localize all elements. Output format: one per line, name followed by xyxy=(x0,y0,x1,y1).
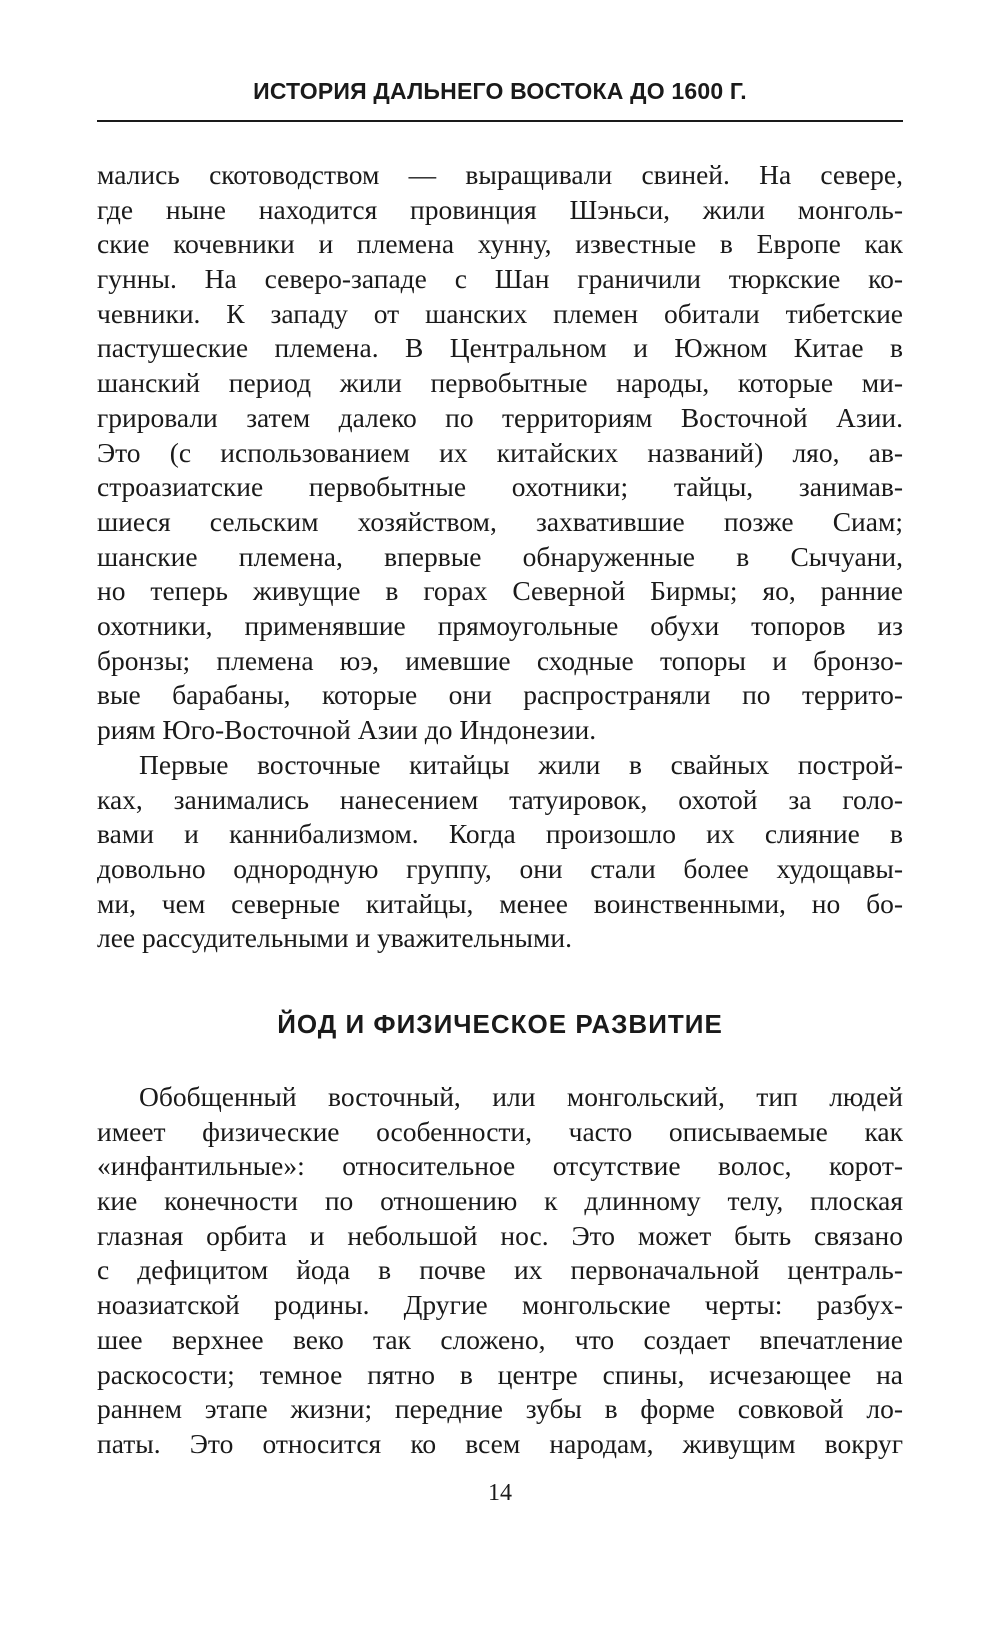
text-line: охотники, применявшие прямоугольные обухи топоров из xyxy=(97,609,903,641)
paragraph-1 xyxy=(97,158,903,748)
text-line: ках, занимались нанесением татуировок, охотой за голо- xyxy=(97,783,903,815)
text-line: кие конечности по отношению к длинному телу, плоская xyxy=(97,1185,903,1217)
text-line: довольно однородную группу, они стали более худощавы- xyxy=(97,853,903,885)
text-line: риям Юго-Восточной Азии до Индонезии. xyxy=(97,714,597,745)
text-line: ские кочевники и племена хунну, известные в Европе как xyxy=(97,228,903,260)
header-rule xyxy=(97,120,903,122)
paragraph-2 xyxy=(97,748,903,956)
text-line: шанский период жили первобытные народы, которые ми- xyxy=(97,367,903,399)
text-line: шиеся сельским хозяйством, захватившие позже Сиам; xyxy=(97,505,903,537)
text-line: вами и каннибализмом. Когда произошло их слияние в xyxy=(97,818,903,850)
text-line: шее верхнее веко так сложено, что создает впечатление xyxy=(97,1323,903,1355)
text-line: ми, чем северные китайцы, менее воинственными, но бо- xyxy=(97,887,903,919)
text-line: мались скотоводством — выращивали свиней. На севере, xyxy=(97,159,903,190)
text-line: ноазиатской родины. Другие монгольские черты: разбух- xyxy=(97,1289,903,1321)
text-line: бронзы; племена юэ, имевшие сходные топоры и бронзо- xyxy=(97,644,903,676)
text-line: паты. Это относится ко всем народам, живущим вокруг xyxy=(97,1427,903,1459)
running-header-title: ИСТОРИЯ ДАЛЬНЕГО ВОСТОКА ДО 1600 Г. xyxy=(253,78,747,104)
text-line: раскосости; темное пятно в центре спины, исчезающее на xyxy=(97,1358,903,1390)
text-line: Обобщенный восточный, или монгольский, тип людей xyxy=(139,1081,903,1112)
text-line: шанские племена, впервые обнаруженные в Сычуани, xyxy=(97,540,903,572)
section-heading: ЙОД И ФИЗИЧЕСКОЕ РАЗВИТИЕ xyxy=(277,1009,723,1039)
text-line: глазная орбита и небольшой нос. Это может быть связано xyxy=(97,1219,903,1251)
text-line: имеет физические особенности, часто описываемые как xyxy=(97,1115,903,1147)
text-line: вые барабаны, которые они распространяли по террито- xyxy=(97,679,903,711)
text-line: лее рассудительными и уважительными. xyxy=(97,922,572,954)
text-line: раннем этапе жизни; передние зубы в форме совковой ло- xyxy=(97,1393,903,1425)
text-line: чевники. К западу от шанских племен обитали тибетские xyxy=(97,297,903,329)
text-line: пастушеские племена. В Центральном и Южном Китае в xyxy=(97,332,903,364)
text-line: Это (с использованием их китайских названий) ляо, ав- xyxy=(97,436,903,468)
paragraph-3 xyxy=(97,1080,903,1462)
text-line: где ныне находится провинция Шэньси, жили монголь- xyxy=(97,193,903,225)
text-line: грировали затем далеко по территориям Восточной Азии. xyxy=(97,401,903,433)
text-line: гунны. На северо-западе с Шан граничили тюркские ко- xyxy=(97,263,903,295)
text-line: «инфантильные»: относительное отсутствие волос, корот- xyxy=(97,1150,903,1182)
page-number: 14 xyxy=(488,1480,512,1506)
text-line: строазиатские первобытные охотники; тайцы, занимав- xyxy=(97,471,903,503)
text-line: с дефицитом йода в почве их первоначальной централь- xyxy=(97,1254,903,1286)
text-line: Первые восточные китайцы жили в свайных построй- xyxy=(139,749,903,780)
text-line: но теперь живущие в горах Северной Бирмы; яо, ранние xyxy=(97,575,903,607)
